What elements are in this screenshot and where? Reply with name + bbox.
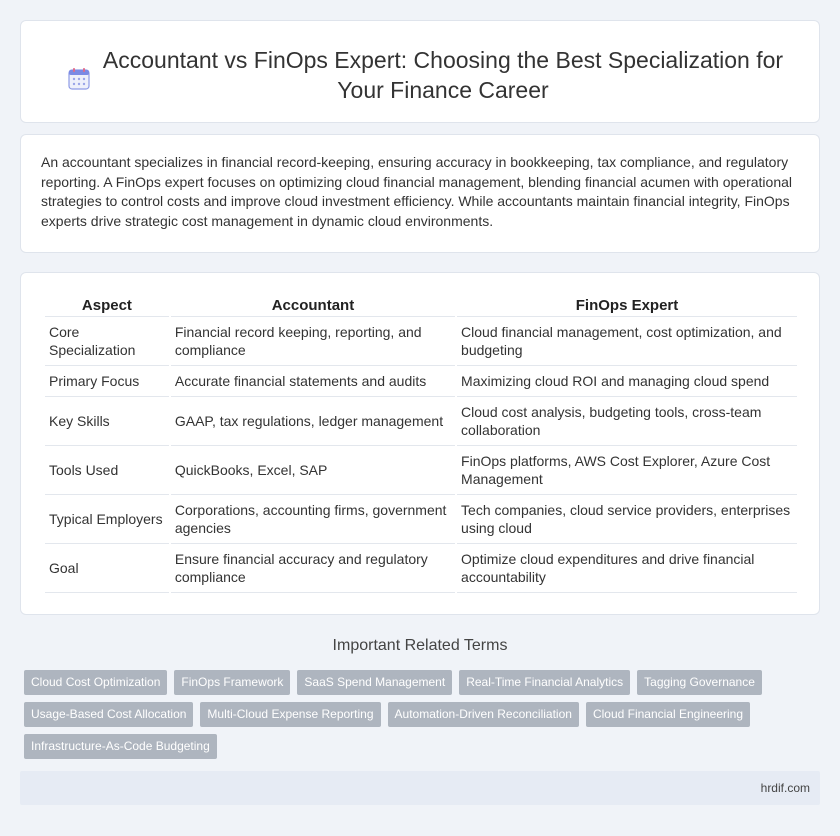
comparison-card xyxy=(20,272,820,615)
table-cell-accountant: Financial record keeping, reporting, and compliance xyxy=(171,317,455,366)
table-cell-aspect: Goal xyxy=(45,544,169,593)
table-row xyxy=(45,446,797,495)
table-cell-accountant: Corporations, accounting firms, government agencies xyxy=(171,495,455,544)
table-cell-aspect: Core Specialization xyxy=(45,317,169,366)
table-row xyxy=(45,544,797,593)
table-cell-accountant: GAAP, tax regulations, ledger management xyxy=(171,397,455,446)
intro-card xyxy=(20,134,820,253)
table-cell-finops: Tech companies, cloud service providers, enterprises using cloud xyxy=(457,495,797,544)
footer-site-link[interactable]: hrdif.com xyxy=(760,781,810,795)
table-cell-finops: FinOps platforms, AWS Cost Explorer, Azure Cost Management xyxy=(457,446,797,495)
related-term-tag[interactable]: Tagging Governance xyxy=(637,670,762,695)
related-term-tag[interactable]: Cloud Cost Optimization xyxy=(24,670,167,695)
footer xyxy=(20,771,820,805)
intro-paragraph: An accountant specializes in financial record-keeping, ensuring accuracy in bookkeeping, tax compliance, and regulatory reporting. A FinOps expert focuses on optimizing cloud financial management, blending financial acumen with operational strategies to control costs and improve cloud investment efficiency. While accountants maintain financial integrity, FinOps experts drive strategic cost management in dynamic cloud environments. xyxy=(41,154,792,229)
table-cell-aspect: Tools Used xyxy=(45,446,169,495)
table-cell-accountant: QuickBooks, Excel, SAP xyxy=(171,446,455,495)
table-row xyxy=(45,317,797,366)
column-header-finops-expert: FinOps Expert xyxy=(457,293,797,317)
table-cell-aspect: Key Skills xyxy=(45,397,169,446)
table-cell-finops: Maximizing cloud ROI and managing cloud spend xyxy=(457,366,797,397)
table-cell-aspect: Typical Employers xyxy=(45,495,169,544)
table-cell-aspect: Primary Focus xyxy=(45,366,169,397)
column-header-aspect: Aspect xyxy=(45,293,169,317)
related-term-tag[interactable]: Real-Time Financial Analytics xyxy=(459,670,630,695)
table-row xyxy=(45,495,797,544)
related-term-tag[interactable]: Automation-Driven Reconciliation xyxy=(388,702,579,727)
related-term-tag[interactable]: Cloud Financial Engineering xyxy=(586,702,750,727)
title-card xyxy=(20,20,820,123)
table-cell-finops: Cloud financial management, cost optimization, and budgeting xyxy=(457,317,797,366)
table-header-row xyxy=(45,293,797,317)
related-term-tag[interactable]: Infrastructure-As-Code Budgeting xyxy=(24,734,217,759)
table-cell-accountant: Ensure financial accuracy and regulatory compliance xyxy=(171,544,455,593)
related-term-tag[interactable]: FinOps Framework xyxy=(174,670,290,695)
related-term-tag[interactable]: Usage-Based Cost Allocation xyxy=(24,702,193,727)
column-header-accountant: Accountant xyxy=(171,293,455,317)
table-cell-accountant: Accurate financial statements and audits xyxy=(171,366,455,397)
related-term-tag[interactable]: Multi-Cloud Expense Reporting xyxy=(200,702,380,727)
table-cell-finops: Cloud cost analysis, budgeting tools, cross-team collaboration xyxy=(457,397,797,446)
table-cell-finops: Optimize cloud expenditures and drive financial accountability xyxy=(457,544,797,593)
related-terms-list xyxy=(24,670,784,759)
page-title: Accountant vs FinOps Expert: Choosing the Best Specialization for Your Finance Career xyxy=(102,47,784,103)
table-row xyxy=(45,366,797,397)
related-term-tag[interactable]: SaaS Spend Management xyxy=(297,670,452,695)
comparison-table xyxy=(43,293,799,593)
table-row xyxy=(45,397,797,446)
related-terms-heading: Important Related Terms xyxy=(332,637,508,654)
